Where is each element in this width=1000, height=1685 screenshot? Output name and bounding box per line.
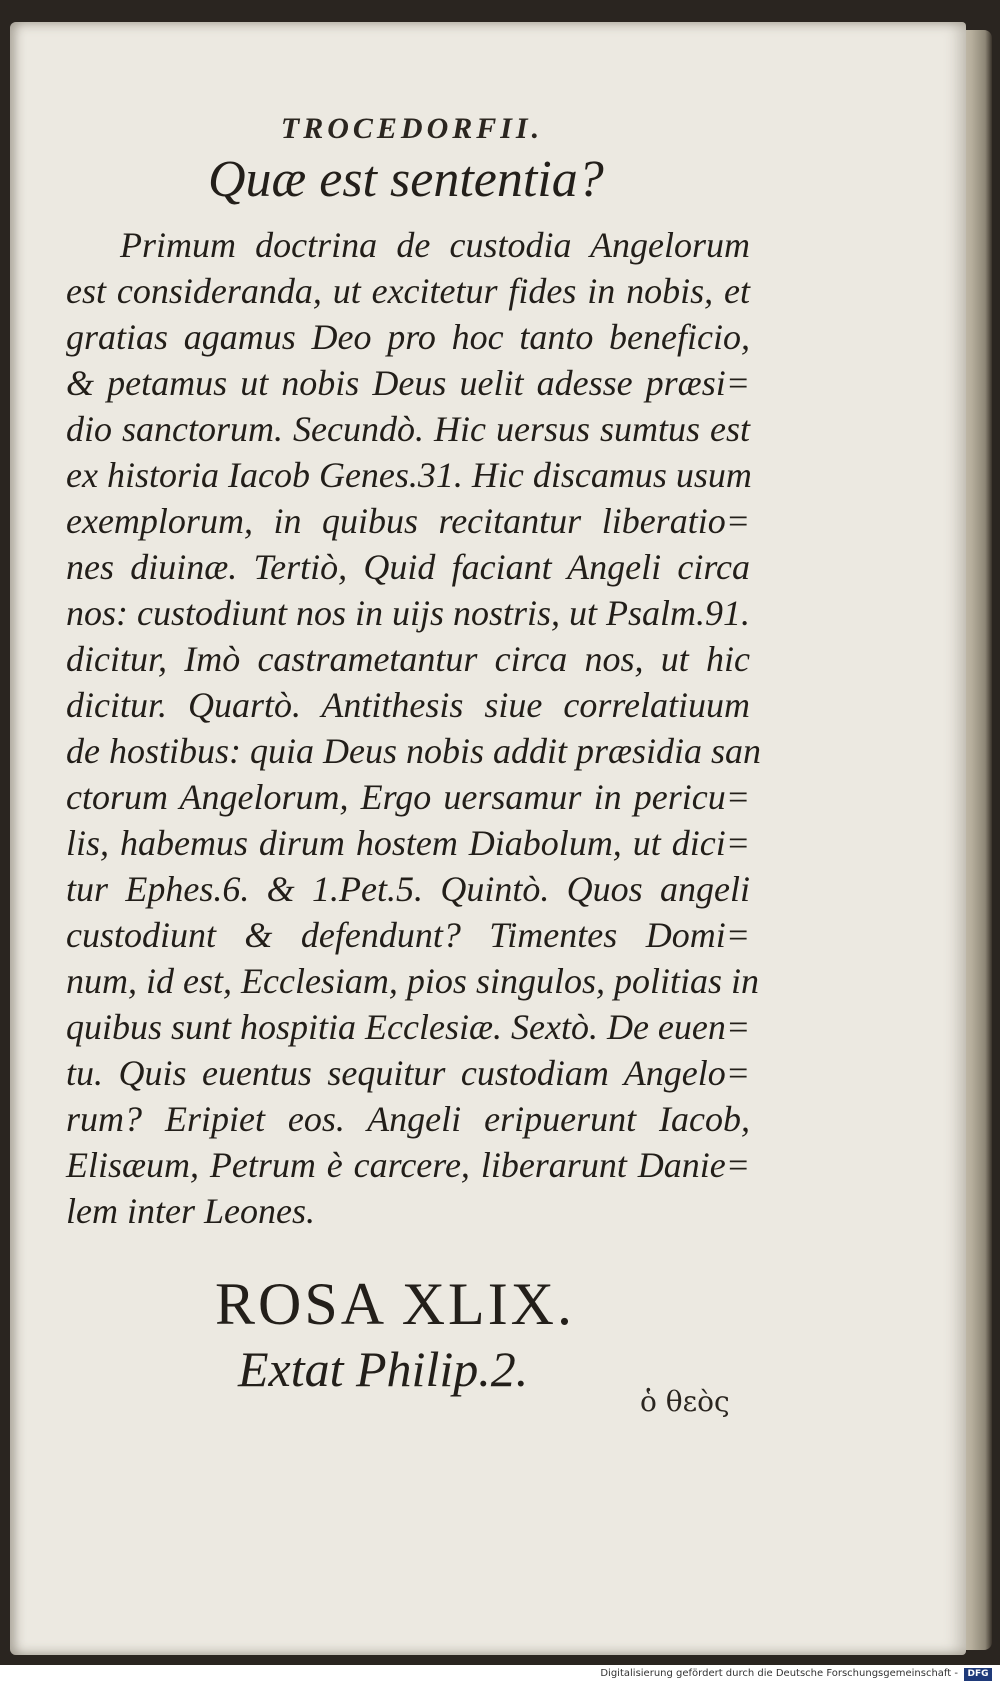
text-line: ex historia Iacob Genes.31. Hic discamus usum xyxy=(66,455,752,495)
footer-credit: Digitalisierung gefördert durch die Deutsche Forschungsgemeinschaft - xyxy=(600,1668,958,1679)
text-line: ctorum Angelorum, Ergo uersamur in pericu= xyxy=(66,777,750,817)
text-line: nos: custodiunt nos in uijs nostris, ut Psalm.91. xyxy=(66,593,751,633)
body-text xyxy=(66,222,762,1234)
section-subheading: Extat Philip.2. xyxy=(238,1341,529,1397)
running-head: TROCEDORFII. xyxy=(280,112,544,145)
section-heading: ROSA XLIX. xyxy=(214,1271,576,1337)
catchword: ὁ θεὸς xyxy=(640,1385,730,1418)
text-line: & petamus ut nobis Deus uelit adesse præsi= xyxy=(66,363,750,403)
text-line: gratias agamus Deo pro hoc tanto beneficio, xyxy=(66,317,750,357)
footer-bar xyxy=(0,1665,1000,1685)
dfg-logo-icon: DFG xyxy=(964,1668,992,1681)
text-line: quibus sunt hospitia Ecclesiæ. Sextò. De euen= xyxy=(66,1007,751,1047)
text-line: custodiunt & defendunt? Timentes Domi= xyxy=(66,915,750,955)
text-line: dio sanctorum. Secundò. Hic uersus sumtus est xyxy=(66,409,750,449)
text-line: lem inter Leones. xyxy=(66,1191,315,1231)
text-line: dicitur, Imò castrametantur circa nos, ut hic xyxy=(66,639,750,679)
text-line: rum? Eripiet eos. Angeli eripuerunt Iacob, xyxy=(66,1099,750,1139)
text-line: dicitur. Quartò. Antithesis siue correlatiuum xyxy=(66,685,750,725)
text-line: est consideranda, ut excitetur fides in nobis, et xyxy=(66,271,750,311)
text-line: lis, habemus dirum hostem Diabolum, ut dici= xyxy=(66,823,750,863)
text-line: Elisæum, Petrum è carcere, liberarunt Danie= xyxy=(66,1145,750,1185)
text-line: de hostibus: quia Deus nobis addit præsidia san xyxy=(66,731,762,771)
text-line: Primum doctrina de custodia Angelorum xyxy=(120,225,750,265)
text-line: exemplorum, in quibus recitantur liberatio= xyxy=(66,501,750,541)
text-line: tur Ephes.6. & 1.Pet.5. Quintò. Quos angeli xyxy=(66,869,750,909)
text-line: nes diuinæ. Tertiò, Quid faciant Angeli circa xyxy=(66,547,750,587)
text-line: num, id est, Ecclesiam, pios singulos, politias in xyxy=(66,961,759,1001)
section-question: Quæ est sententia? xyxy=(208,151,604,208)
text-line: tu. Quis euentus sequitur custodiam Angelo= xyxy=(66,1053,750,1093)
